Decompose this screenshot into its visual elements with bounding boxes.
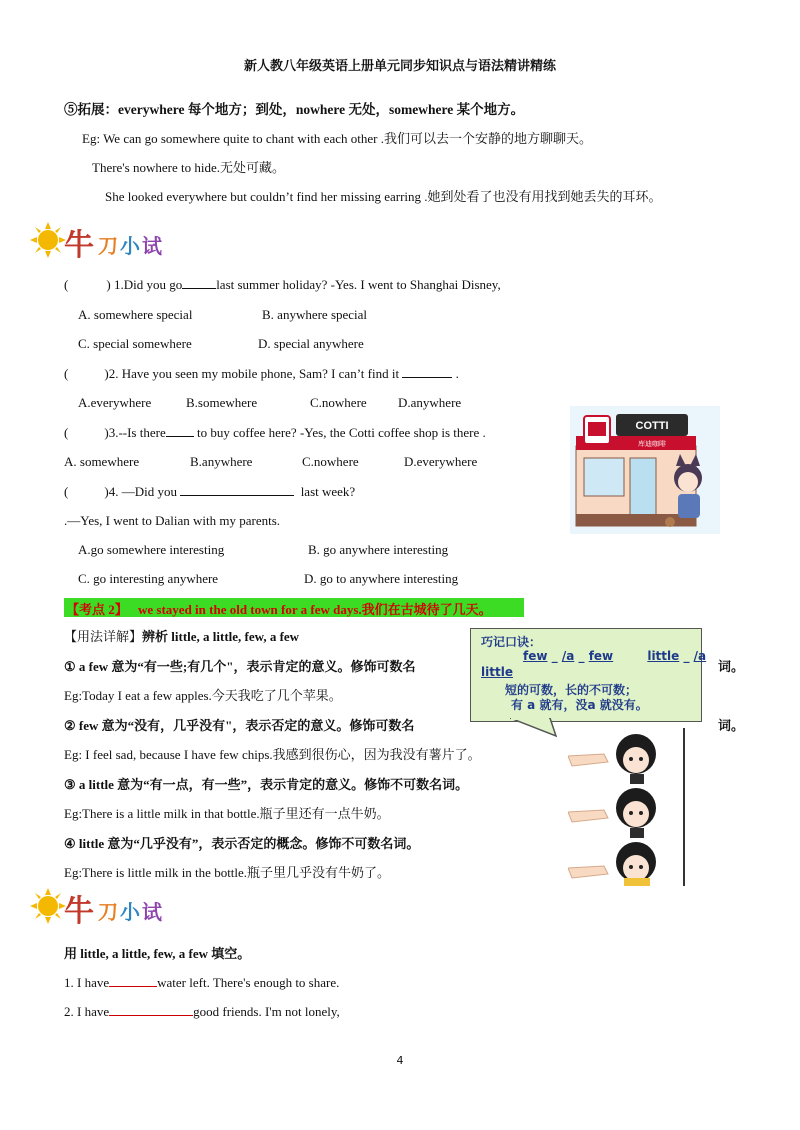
quiz1-q4-option-c: C. go interesting anywhere — [78, 571, 219, 586]
tip-line-2: little — [481, 665, 513, 679]
face-1 — [568, 734, 656, 784]
answer-blank[interactable] — [182, 288, 216, 289]
section-title-practice-2 — [30, 888, 170, 928]
quiz1-q3-option-d: D.everywhere — [404, 454, 478, 469]
quiz1-q4-answer: .—Yes, I went to Dalian with my parents. — [64, 513, 281, 528]
usage-example-2: Eg: I feel sad, because I have few chips.我感到很伤心，因为我没有薯片了。 — [64, 747, 481, 762]
usage-point-3: ③ a little 意为“有一点，有一些”，表示肯定的意义。修饰不可数名词。 — [64, 777, 469, 792]
usage-title: 【用法详解】辨析 little, a little, few, a few — [64, 629, 300, 644]
tip-line-3: 短的可数，长的不可数； — [505, 683, 638, 697]
quiz1-q1: ( ) 1.Did you go last summer holiday? -Yes. I went to Shanghai Disney, — [64, 277, 501, 292]
tip-line-4: 有 a 就有，没a 就没有。 — [511, 698, 648, 712]
usage-point-1-end: 词。 — [718, 659, 745, 674]
page-header: 新人教八年级英语上册单元同步知识点与语法精讲精练 — [243, 59, 556, 74]
expand-example-3: She looked everywhere but couldn’t find her missing earring .她到处看了也没有用找到她丢失的耳环。 — [105, 189, 662, 204]
sun-icon — [30, 888, 66, 924]
key-point-2-banner — [64, 598, 524, 617]
expand-example-1: Eg: We can go somewhere quite to chant with each other .我们可以去一个安静的地方聊聊天。 — [82, 131, 592, 146]
expand-title: ⑤拓展：everywhere 每个地方；到处，nowhere 无处，somewhere 某个地方。 — [64, 102, 525, 117]
usage-example-3: Eg:There is a little milk in that bottle.瓶子里还有一点牛奶。 — [64, 806, 390, 821]
quiz1-q2-option-d: D.anywhere — [398, 395, 462, 410]
quiz1-q3-option-a: A. somewhere — [64, 454, 140, 469]
answer-blank[interactable] — [109, 986, 157, 987]
title-char-2: 刀 — [98, 234, 118, 258]
quiz1-q1-option-d: D. special anywhere — [258, 336, 364, 351]
title-char-4: 试 — [142, 900, 162, 924]
quiz1-q4-option-b: B. go anywhere interesting — [308, 542, 449, 557]
hands-and-faces-illustration — [568, 728, 688, 886]
answer-blank[interactable] — [109, 1015, 193, 1016]
quiz1-q2-option-b: B.somewhere — [186, 395, 258, 410]
quiz1-q3-option-b: B.anywhere — [190, 454, 253, 469]
key-point-label: 【考点 2】 — [66, 602, 128, 617]
title-char-4: 试 — [142, 234, 162, 258]
quiz2-q2: 2. I have good friends. I'm not lonely, — [64, 1004, 340, 1019]
title-char-1: 牛 — [64, 228, 94, 263]
sun-icon — [30, 222, 66, 258]
answer-blank[interactable] — [166, 436, 194, 437]
quiz1-q1-option-c: C. special somewhere — [78, 336, 192, 351]
usage-point-2-end: 词。 — [718, 718, 745, 733]
tip-box-pointer — [510, 718, 560, 738]
cafe-sign-subtext: 库迪咖啡 — [638, 440, 666, 448]
tip-title: 巧记口诀： — [481, 635, 542, 649]
quiz1-q4: ( )4. —Did you last week? — [64, 484, 356, 499]
key-point-sentence: we stayed in the old town for a few days.我们在古城待了几天。 — [138, 602, 492, 617]
answer-blank[interactable] — [402, 377, 452, 378]
usage-example-1: Eg:Today I eat a few apples.今天我吃了几个苹果。 — [64, 688, 342, 703]
usage-example-4: Eg:There is little milk in the bottle.瓶子里几乎没有牛奶了。 — [64, 865, 391, 880]
quiz1-q3: ( )3.--Is there to buy coffee here? -Yes, the Cotti coffee shop is there . — [64, 425, 486, 440]
mnemonic-tip-box — [470, 628, 707, 722]
quiz2-instruction: 用 little, a little, few, a few 填空。 — [64, 946, 251, 961]
title-char-3: 小 — [120, 900, 140, 924]
usage-point-4: ④ little 意为“几乎没有”，表示否定的概念。修饰不可数名词。 — [64, 836, 420, 851]
tip-line-1: few _ /a _ few little _ /a — [523, 649, 707, 663]
usage-point-2: ② few 意为“没有，几乎没有"，表示否定的意义。修饰可数名 — [64, 718, 415, 733]
coffee-shop-illustration — [570, 406, 720, 534]
expand-example-2: There's nowhere to hide.无处可藏。 — [92, 160, 285, 175]
section-title-practice-1 — [30, 222, 170, 262]
usage-point-1: ① a few 意为“有一些;有几个"，表示肯定的意义。修饰可数名 — [64, 659, 416, 674]
page-number: 4 — [396, 1054, 404, 1067]
title-char-1: 牛 — [64, 894, 94, 929]
quiz1-q2-option-c: C.nowhere — [310, 395, 367, 410]
quiz1-q2: ( )2. Have you seen my mobile phone, Sam? I can’t find it . — [64, 366, 459, 381]
title-char-2: 刀 — [98, 900, 118, 924]
quiz1-q4-option-a: A.go somewhere interesting — [78, 542, 225, 557]
quiz1-q3-option-c: C.nowhere — [302, 454, 359, 469]
quiz1-q1-option-a: A. somewhere special — [78, 307, 193, 322]
face-2 — [568, 788, 656, 838]
quiz1-q1-option-b: B. anywhere special — [262, 307, 368, 322]
title-char-3: 小 — [120, 234, 140, 258]
cafe-sign-text: COTTI — [635, 420, 669, 432]
answer-blank[interactable] — [180, 495, 294, 496]
quiz1-q4-option-d: D. go to anywhere interesting — [304, 571, 459, 586]
face-3 — [568, 842, 656, 886]
quiz1-q2-option-a: A.everywhere — [78, 395, 152, 410]
quiz2-q1: 1. I have water left. There's enough to share. — [64, 975, 340, 990]
